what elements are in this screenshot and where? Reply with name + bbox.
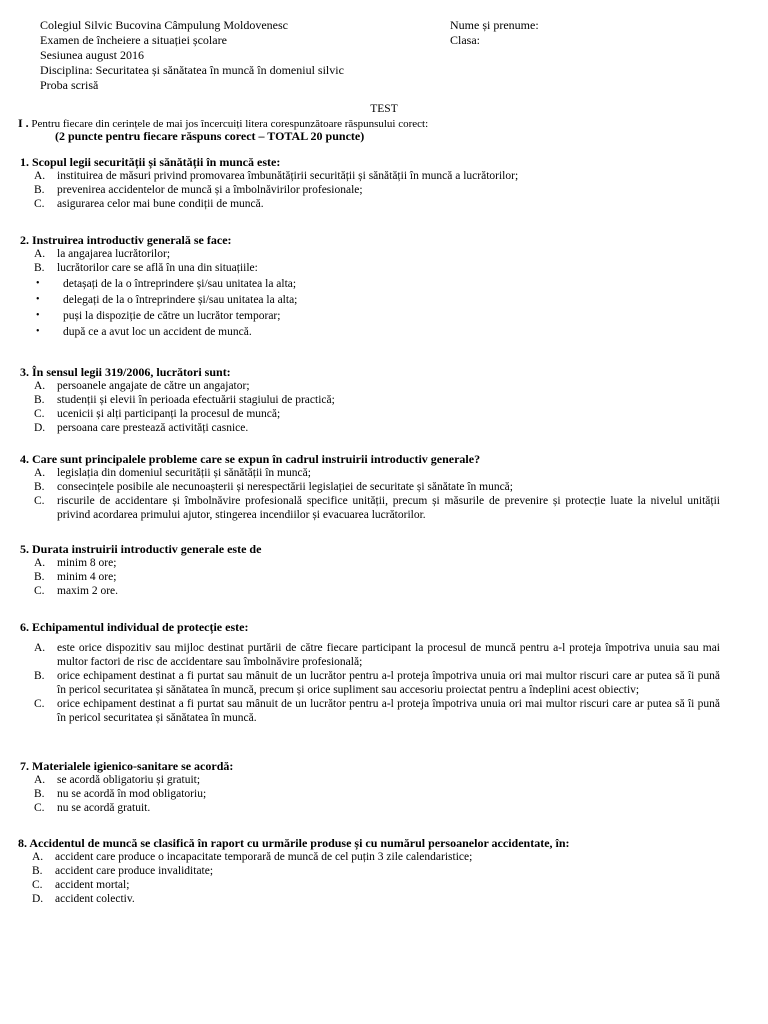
- option-text: accident mortal;: [55, 879, 130, 891]
- question-2: [20, 233, 720, 339]
- option-d: [20, 421, 720, 435]
- option-text: se acordă obligatoriu și gratuit;: [57, 774, 201, 786]
- option-letter: B.: [34, 394, 45, 406]
- option-a: [20, 247, 720, 261]
- option-a: [20, 466, 720, 480]
- exam-type: Examen de încheiere a situației școlare: [40, 33, 227, 47]
- question-title: 5. Durata instruirii introductiv generale este de: [20, 542, 262, 556]
- option-b: [20, 669, 720, 697]
- option-letter: A.: [34, 774, 46, 786]
- option-a: [20, 379, 720, 393]
- option-text: lucrătorilor care se află în una din situațiile:: [57, 262, 258, 274]
- option-letter: A.: [32, 851, 44, 863]
- option-text: consecințele posibile ale necunoașterii și nerespectării legislației de securitate și sănătate în muncă;: [57, 481, 513, 493]
- option-text: orice echipament destinat a fi purtat sau mânuit de un lucrător pentru a-l proteja împotriva unuia ori mai multor riscuri care ar putea să îi pună în pericol securitatea și sănătatea în muncă, precum și orice supliment sau accesoriu proiectat pentru a îndeplini acest obiectiv;: [57, 670, 720, 696]
- option-text: instituirea de măsuri privind promovarea îmbunătățirii securității și sănătății în muncă a lucrătorilor;: [57, 170, 519, 182]
- bullet-icon: •: [36, 294, 40, 305]
- option-letter: A.: [34, 467, 46, 479]
- option-text: accident colectiv.: [55, 893, 135, 905]
- option-letter: B.: [34, 788, 45, 800]
- bullet-icon: •: [36, 278, 40, 289]
- instruction-text: Pentru fiecare din cerințele de mai jos încercuiți litera corespunzătoare răspunsului corect:: [31, 118, 429, 130]
- sub-option: [20, 293, 720, 307]
- school-header: [40, 18, 344, 93]
- sub-option: [20, 277, 720, 291]
- option-letter: A.: [34, 170, 46, 182]
- option-letter: A.: [34, 248, 46, 260]
- option-letter: B.: [34, 670, 45, 682]
- option-letter: B.: [34, 184, 45, 196]
- option-letter: D.: [34, 422, 46, 434]
- option-letter: D.: [32, 893, 44, 905]
- question-6: [20, 620, 720, 725]
- option-a: [20, 169, 720, 183]
- option-a: [20, 556, 720, 570]
- option-b: [20, 183, 720, 197]
- question-title: 8. Accidentul de muncă se clasifică în raport cu urmările produse și cu numărul persoanelor accidentate, în:: [18, 836, 570, 850]
- school-name: Colegiul Silvic Bucovina Câmpulung Moldovenesc: [40, 18, 288, 32]
- option-text: orice echipament destinat a fi purtat sau mânuit de un lucrător pentru a-l proteja împotriva unuia ori mai multor riscuri care ar putea să îi pună în pericol securitatea și sănătatea în muncă.: [57, 698, 720, 724]
- option-text: prevenirea accidentelor de muncă și a îmbolnăvirilor profesionale;: [57, 184, 363, 196]
- question-title: 6. Echipamentul individual de protecție este:: [20, 620, 249, 634]
- option-letter: B.: [34, 571, 45, 583]
- class-label: Clasa:: [450, 33, 480, 47]
- question-title: 2. Instruirea introductiv generală se face:: [20, 233, 232, 247]
- bullet-icon: •: [36, 310, 40, 321]
- option-letter: C.: [34, 495, 45, 507]
- option-b: [20, 261, 720, 275]
- option-b: [20, 570, 720, 584]
- option-letter: B.: [34, 481, 45, 493]
- option-letter: B.: [34, 262, 45, 274]
- student-info: [450, 18, 539, 48]
- option-c: [18, 878, 734, 892]
- option-text: detașați de la o întreprindere și/sau unitatea la alta;: [63, 278, 297, 290]
- option-c: [20, 407, 720, 421]
- option-c: [20, 197, 720, 211]
- question-8: [18, 836, 734, 906]
- question-7: [20, 759, 720, 815]
- option-letter: C.: [34, 802, 45, 814]
- option-text: nu se acordă gratuit.: [57, 802, 151, 814]
- option-text: după ce a avut loc un accident de muncă.: [63, 326, 252, 338]
- points-note: (2 puncte pentru fiecare răspuns corect – TOTAL 20 puncte): [55, 129, 365, 143]
- option-letter: A.: [34, 642, 46, 654]
- option-a: [18, 850, 734, 864]
- option-letter: A.: [34, 557, 46, 569]
- option-text: accident care produce invaliditate;: [55, 865, 214, 877]
- option-text: maxim 2 ore.: [57, 585, 118, 597]
- question-title: 4. Care sunt principalele probleme care se expun în cadrul instruirii introductiv generale?: [20, 452, 481, 466]
- option-c: [20, 494, 720, 522]
- option-text: ucenicii și alți participanți la procesul de muncă;: [57, 408, 281, 420]
- option-b: [18, 864, 734, 878]
- option-letter: C.: [34, 585, 45, 597]
- question-3: [20, 365, 720, 435]
- option-c: [20, 584, 720, 598]
- exam-test-type: Proba scrisă: [40, 78, 99, 92]
- option-text: persoana care prestează activități casnice.: [57, 422, 249, 434]
- option-c: [20, 697, 720, 725]
- option-d: [18, 892, 734, 906]
- option-b: [20, 787, 720, 801]
- option-text: delegați de la o întreprindere și/sau unitatea la alta;: [63, 294, 298, 306]
- option-text: la angajarea lucrătorilor;: [57, 248, 171, 260]
- option-b: [20, 393, 720, 407]
- option-letter: C.: [34, 198, 45, 210]
- question-title: 7. Materialele igienico-sanitare se acordă:: [20, 759, 234, 773]
- option-text: minim 8 ore;: [57, 557, 117, 569]
- question-title: 1. Scopul legii securității și sănătății în muncă este:: [20, 155, 281, 169]
- sub-option: [20, 325, 720, 339]
- option-text: asigurarea celor mai bune condiții de muncă.: [57, 198, 264, 210]
- option-letter: C.: [34, 408, 45, 420]
- option-text: persoanele angajate de către un angajator;: [57, 380, 250, 392]
- option-b: [20, 480, 720, 494]
- option-text: nu se acordă în mod obligatoriu;: [57, 788, 207, 800]
- option-letter: C.: [34, 698, 45, 710]
- option-text: riscurile de accidentare și îmbolnăvire profesională specifice unității, precum și măsurile de prevenire și protecție luate la nivelul unității privind acordarea primului ajutor, stingerea incendiilor și evacuarea lucrătorilor.: [57, 495, 720, 521]
- option-text: studenții și elevii în perioada efectuării stagiului de practică;: [57, 394, 335, 406]
- test-title: TEST: [370, 103, 398, 115]
- option-text: puși la dispoziție de către un lucrător temporar;: [63, 310, 281, 322]
- option-letter: A.: [34, 380, 46, 392]
- question-title: 3. În sensul legii 319/2006, lucrători sunt:: [20, 365, 231, 379]
- option-text: legislația din domeniul securității și sănătății în muncă;: [57, 467, 311, 479]
- exam-discipline: Disciplina: Securitatea și sănătatea în muncă în domeniul silvic: [40, 63, 344, 77]
- question-5: [20, 542, 720, 598]
- instruction-number: I .: [18, 116, 29, 130]
- option-c: [20, 801, 720, 815]
- option-a: [20, 641, 720, 669]
- option-text: accident care produce o incapacitate temporară de muncă de cel puțin 3 zile calendaristice;: [55, 851, 473, 863]
- exam-session: Sesiunea august 2016: [40, 48, 144, 62]
- question-4: [20, 452, 720, 522]
- option-text: este orice dispozitiv sau mijloc destinat purtării de către fiecare participant la procesul de muncă pentru a-l proteja împotriva unuia sau mai multor factori de risc de accidentare sau îmbolnăvire profesională;: [57, 642, 720, 668]
- option-text: minim 4 ore;: [57, 571, 117, 583]
- sub-option: [20, 309, 720, 323]
- student-name-label: Nume și prenume:: [450, 18, 539, 32]
- bullet-icon: •: [36, 326, 40, 337]
- option-letter: B.: [32, 865, 43, 877]
- option-a: [20, 773, 720, 787]
- option-letter: C.: [32, 879, 43, 891]
- question-1: [20, 155, 720, 211]
